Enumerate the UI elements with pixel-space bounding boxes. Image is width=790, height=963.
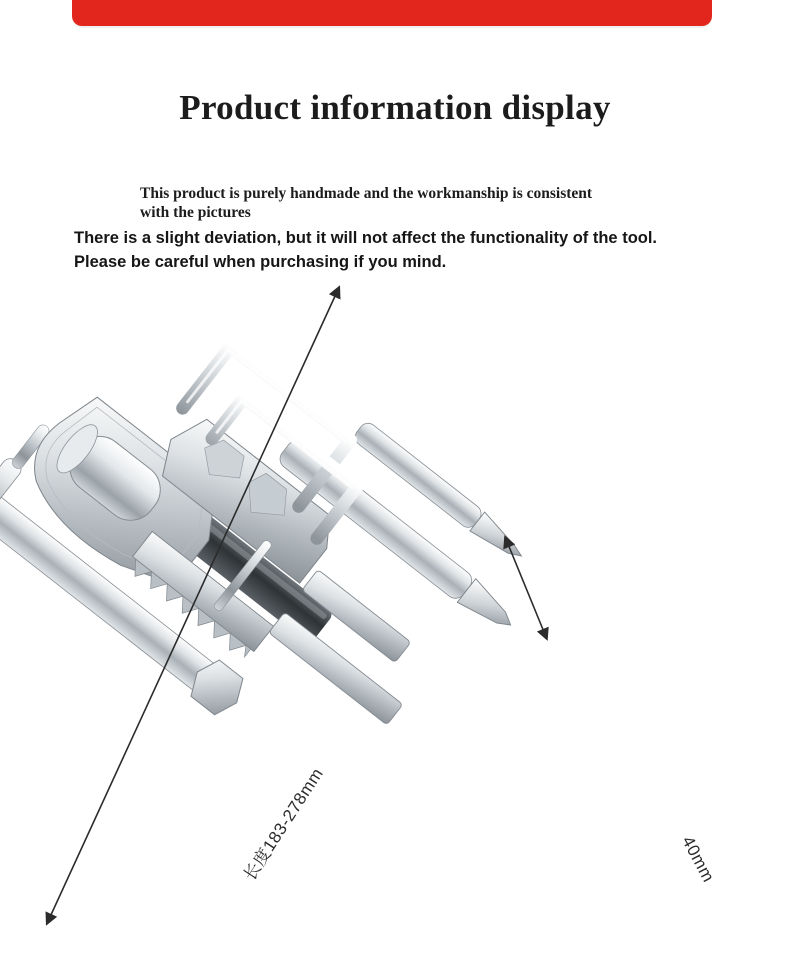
dimension-arrow-width	[508, 544, 544, 632]
tool-assembly	[0, 280, 556, 835]
tool-drawing	[0, 280, 790, 963]
notice-block	[74, 226, 764, 274]
subtext-line-1: This product is purely handmade and the workmanship is consistent	[140, 185, 593, 202]
notice-line-2: Please be careful when purchasing if you mind.	[74, 253, 447, 271]
product-illustration	[0, 280, 790, 963]
notice-line-1: There is a slight deviation, but it will not affect the functionality of the tool.	[74, 229, 658, 247]
spike-tip-upper	[352, 420, 529, 566]
dimension-label-length: 长度183-278mm	[240, 764, 328, 885]
red-banner	[72, 0, 712, 26]
subtext-line-2: with the pictures	[140, 204, 251, 221]
subtext-block	[140, 184, 680, 222]
dimension-label-width: 40mm	[678, 833, 719, 886]
page-title: Product information display	[179, 88, 611, 127]
